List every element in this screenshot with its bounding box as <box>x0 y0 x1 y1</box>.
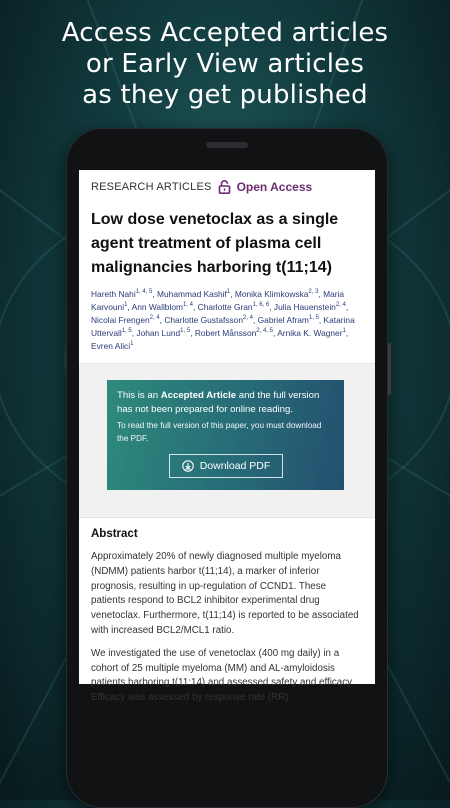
accepted-notice-area <box>79 363 375 518</box>
download-icon <box>182 460 194 472</box>
download-pdf-button[interactable] <box>169 454 283 478</box>
notice-subtext: To read the full version of this paper, you must download the PDF. <box>117 421 322 443</box>
author-affiliation-sup: 1 <box>130 341 134 348</box>
author-link[interactable]: Evren Alici <box>91 341 131 351</box>
promo-line-1: Access Accepted articles <box>61 18 389 48</box>
author-affiliation-sup: 1, 5 <box>121 328 132 335</box>
article-category: RESEARCH ARTICLES <box>91 181 212 193</box>
abstract-paragraph-1: Approximately 20% of newly diagnosed multiple myeloma (NDMM) patients harbor t(11;14), a marker of inferior prognosis, resulting in up-regulation of CCND1. These patients respond to BCL2 inhibitor experimental drug venetoclax. Furthermore, t(11;14) is reported to be associated with increased BCL2/MCL1 ratio. <box>91 551 359 636</box>
author-affiliation-sup: 1 <box>124 302 128 309</box>
notice-text: This is an Accepted Article and the full version has not been prepared for online reading. <box>117 390 320 415</box>
author-link[interactable]: Charlotte Gustafsson <box>164 315 243 325</box>
author-list: Hareth Nahi$^{1, 4, 5}$, Muhammad Kashif$^1$, Monika Klimkowska$^{2, 3}$, Maria Karvouni$^1$, Ann Wallblom$^{1, 4}$, Charlotte Gran$^{1, 6, 6}$, Julia Hauenstein$^{2, 4}$, Nicolai Frengen$^{2, 4}$, Charlotte Gustafsson$^{2, 4}$, Gabriel Afram$^{1, 5}$, Katarina Uttervall$^{1, 5}$, Johan Lund$^{1, 5}$, Robert Månsson$^{2, 4, 5}$, Arnika K. Wagner$^1$, Evren Alici$^1$ <box>91 289 355 351</box>
author-link[interactable]: Muhammad Kashif <box>157 289 227 299</box>
open-access-label: Open Access <box>236 180 313 194</box>
author-affiliation-sup: 1, 5 <box>308 315 319 322</box>
author-link[interactable]: Gabriel Afram <box>257 315 309 325</box>
accepted-article-notice <box>107 380 344 490</box>
author-link[interactable]: Ann Wallblom <box>131 302 183 312</box>
open-lock-icon <box>218 180 231 194</box>
author-affiliation-sup: 2, 4 <box>243 315 254 322</box>
phone-side-button <box>388 343 391 395</box>
abstract-paragraph-2: We investigated the use of venetoclax (400 mg daily) in a cohort of 25 multiple myeloma (MM) and AL-amyloidosis patients harboring t(11;14) and assessed safety and efficacy. Efficacy was assessed by response rate (RR) <box>91 647 355 704</box>
promo-line-2: or Early View articles <box>85 49 365 79</box>
author-affiliation-sup: 1 <box>226 289 231 296</box>
author-affiliation-sup: 1, 4 <box>182 302 193 309</box>
author-affiliation-sup: 2, 4, 5 <box>256 328 273 335</box>
author-link[interactable]: Charlotte Gran <box>197 302 253 312</box>
author-link[interactable]: Hareth Nahi <box>91 289 136 299</box>
author-link[interactable]: Katarina Uttervall <box>91 315 355 338</box>
author-affiliation-sup: 1 <box>342 328 346 335</box>
author-link[interactable]: Julia Hauenstein <box>273 302 336 312</box>
promo-headline <box>0 18 450 111</box>
author-affiliation-sup: 2, 4 <box>335 302 346 309</box>
promo-line-3: as they get published <box>82 80 368 110</box>
author-affiliation-sup: 2, 4 <box>149 315 160 322</box>
phone-frame <box>66 128 388 808</box>
author-link[interactable]: Johan Lund <box>136 328 181 338</box>
author-link[interactable]: Monika Klimkowska <box>234 289 309 299</box>
author-affiliation-sup: 2, 3 <box>308 289 319 296</box>
article-screen <box>79 170 375 704</box>
author-affiliation-sup: 1, 4, 5 <box>135 289 153 296</box>
author-link[interactable]: Maria Karvouni <box>91 289 345 312</box>
author-affiliation-sup: 1, 5 <box>180 328 191 335</box>
author-link[interactable]: Arnika K. Wagner <box>277 328 343 338</box>
author-link[interactable]: Nicolai Frengen <box>91 315 150 325</box>
author-affiliation-sup: 1, 6, 6 <box>252 302 270 309</box>
abstract-heading: Abstract <box>91 528 138 540</box>
author-link[interactable]: Robert Månsson <box>194 328 257 338</box>
download-pdf-label: Download PDF <box>199 460 271 472</box>
article-title: Low dose venetoclax as a single agent treatment of plasma cell malignancies harboring t(11;14) <box>91 211 339 276</box>
phone-speaker <box>206 142 248 148</box>
article-header <box>79 170 375 198</box>
